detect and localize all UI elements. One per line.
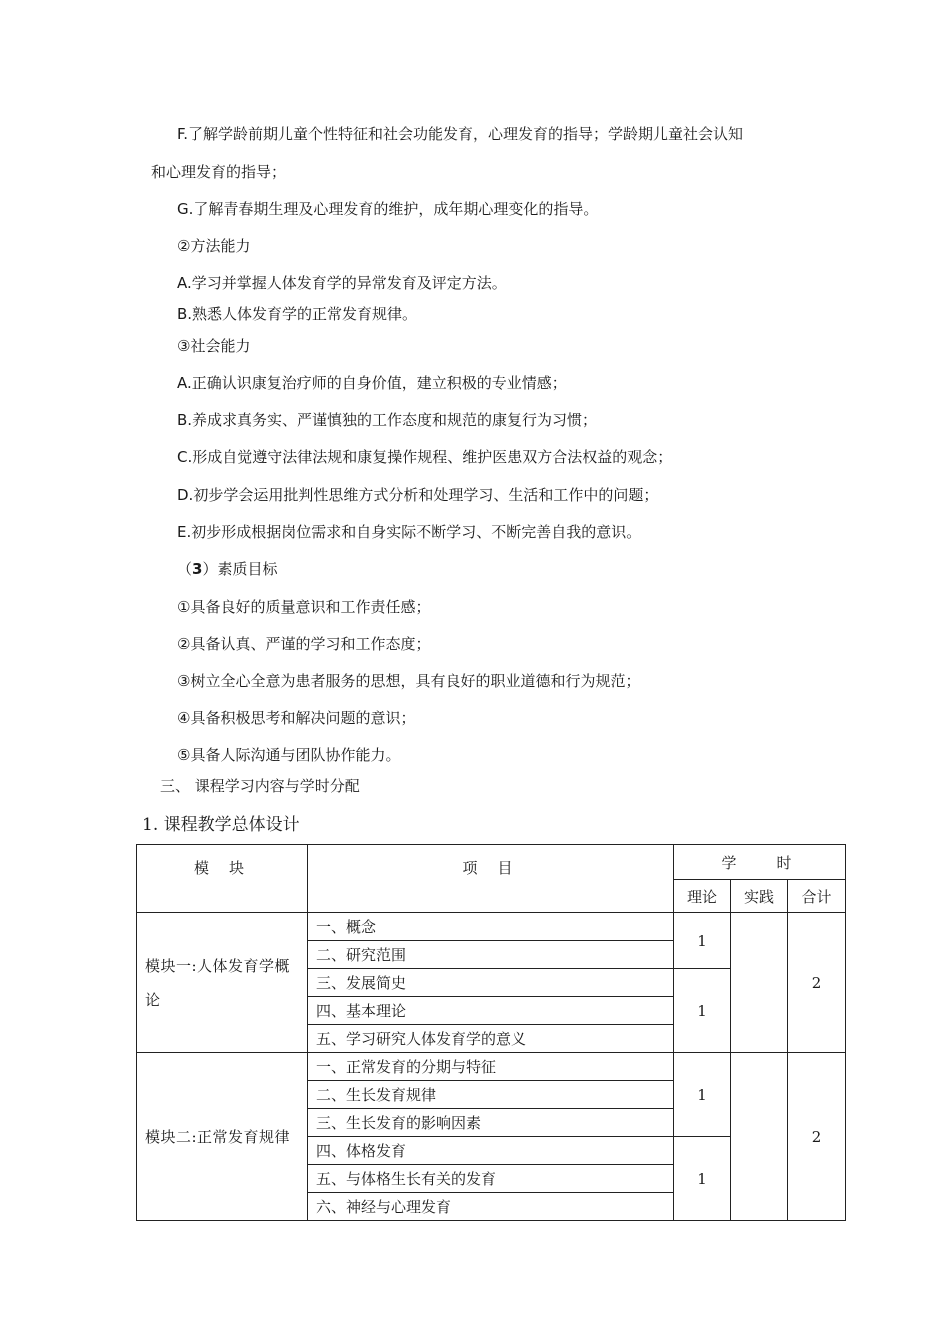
module-2-item: 五、与体格生长有关的发育 xyxy=(308,1165,674,1193)
objective-g: G.了解青春期生理及心理发育的维护，成年期心理变化的指导。 xyxy=(177,200,599,218)
method-item-a: A.学习并掌握人体发育学的异常发育及评定方法。 xyxy=(177,274,507,292)
module-1-item: 一、概念 xyxy=(308,913,674,941)
social-item-b: B.养成求真务实、严谨慎独的工作态度和规范的康复行为习惯； xyxy=(177,411,598,429)
quality-item-4: ④具备积极思考和解决问题的意识； xyxy=(177,709,416,727)
method-item-b: B.熟悉人体发育学的正常发育规律。 xyxy=(177,305,418,323)
quality-item-3: ③树立全心全意为患者服务的思想，具有良好的职业道德和行为规范； xyxy=(177,672,641,690)
module-2-name: 模块二:正常发育规律 xyxy=(137,1053,308,1221)
social-item-e: E.初步形成根据岗位需求和自身实际不断学习、不断完善自我的意识。 xyxy=(177,523,642,541)
quality-item-1: ①具备良好的质量意识和工作责任感； xyxy=(177,598,431,616)
header-total: 合计 xyxy=(788,880,846,913)
module-1-item: 三、发展简史 xyxy=(308,969,674,997)
quality-item-2: ②具备认真、严谨的学习和工作态度； xyxy=(177,635,431,653)
module-1-item: 四、基本理论 xyxy=(308,997,674,1025)
module-2-item: 二、生长发育规律 xyxy=(308,1081,674,1109)
course-design-table xyxy=(136,844,846,1221)
social-item-a: A.正确认识康复治疗师的自身价值，建立积极的专业情感； xyxy=(177,374,567,392)
quality-goal-heading: （3）素质目标 xyxy=(177,560,278,578)
header-item: 项目 xyxy=(308,845,674,913)
module-2-item: 四、体格发育 xyxy=(308,1137,674,1165)
objective-f-line2: 和心理发育的指导； xyxy=(151,163,287,181)
social-item-c: C.形成自觉遵守法律法规和康复操作规程、维护医患双方合法权益的观念； xyxy=(177,448,673,466)
module-1-item: 五、学习研究人体发育学的意义 xyxy=(308,1025,674,1053)
module-2-item: 一、正常发育的分期与特征 xyxy=(308,1053,674,1081)
quality-goal-title: 素质目标 xyxy=(217,560,278,578)
module-2-theory-a: 1 xyxy=(674,1053,731,1137)
module-2-total: 2 xyxy=(788,1053,846,1221)
module-1-theory-b: 1 xyxy=(674,969,731,1053)
module-2-theory-b: 1 xyxy=(674,1137,731,1221)
header-module: 模块 xyxy=(137,845,308,913)
quality-item-5: ⑤具备人际沟通与团队协作能力。 xyxy=(177,746,401,764)
module-1-total: 2 xyxy=(788,913,846,1053)
module-2-item: 三、生长发育的影响因素 xyxy=(308,1109,674,1137)
subsection-1-heading: 1. 课程教学总体设计 xyxy=(142,815,300,835)
method-ability-heading: ②方法能力 xyxy=(177,237,251,255)
social-item-d: D.初步学会运用批判性思维方式分析和处理学习、生活和工作中的问题； xyxy=(177,486,659,504)
objective-f-line1: F.了解学龄前期儿童个性特征和社会功能发育，心理发育的指导；学龄期儿童社会认知 xyxy=(177,125,743,143)
quality-goal-number: 3 xyxy=(192,560,203,578)
module-1-item: 二、研究范围 xyxy=(308,941,674,969)
header-practice: 实践 xyxy=(731,880,788,913)
module-1-name: 模块一:人体发育学概论 xyxy=(137,913,308,1053)
header-theory: 理论 xyxy=(674,880,731,913)
module-1-theory-a: 1 xyxy=(674,913,731,969)
section-3-heading: 三、 课程学习内容与学时分配 xyxy=(160,777,360,795)
header-hours: 学时 xyxy=(674,845,846,880)
module-1-practice xyxy=(731,913,788,1053)
social-ability-heading: ③社会能力 xyxy=(177,337,251,355)
module-2-practice xyxy=(731,1053,788,1221)
module-2-item: 六、神经与心理发育 xyxy=(308,1193,674,1221)
